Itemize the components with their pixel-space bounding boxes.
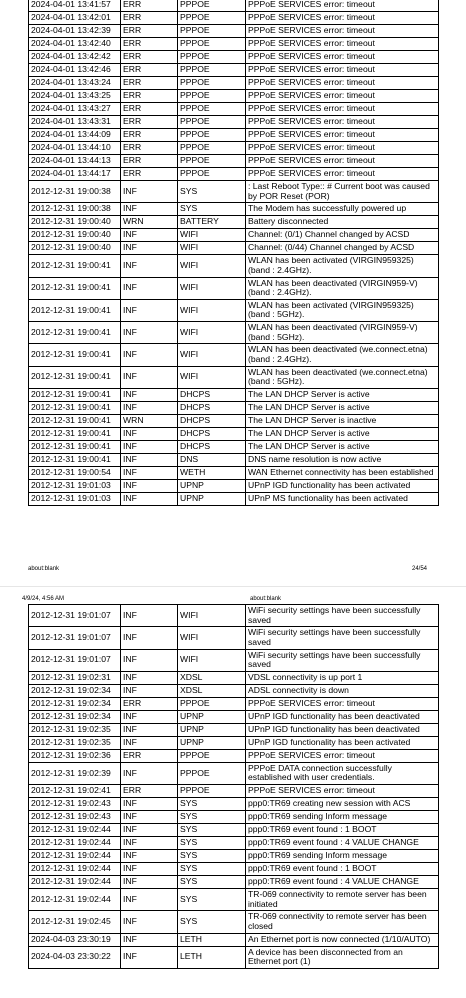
log-level: INF [121,649,178,671]
log-row [29,863,439,876]
log-category: XDSL [178,671,246,684]
log-row [29,344,439,366]
log-message: UPnP IGD functionality has been activated [246,736,439,749]
log-row [29,605,439,627]
log-row [29,414,439,427]
log-row [29,155,439,168]
log-message: DNS name resolution is now active [246,453,439,466]
log-message: PPPoE SERVICES error: timeout [246,25,439,38]
log-message: WLAN has been activated (VIRGIN959325) (band : 5GHz). [246,299,439,321]
log-timestamp: 2012-12-31 19:00:41 [29,255,121,277]
page-break [0,586,466,587]
log-category: PPPOE [178,129,246,142]
log-message: : Last Reboot Type:: # Current boot was caused by POR Reset (POR) [246,181,439,203]
log-row [29,129,439,142]
log-category: LETH [178,946,246,968]
log-category: PPPOE [178,785,246,798]
log-row [29,322,439,344]
log-message: PPPoE SERVICES error: timeout [246,155,439,168]
log-level: INF [121,492,178,505]
log-message: PPPoE SERVICES error: timeout [246,749,439,762]
log-row [29,216,439,229]
log-row [29,889,439,911]
log-category: WIFI [178,344,246,366]
log-row [29,277,439,299]
log-level: INF [121,933,178,946]
log-message: WLAN has been deactivated (VIRGIN959-V) (band : 2.4GHz). [246,277,439,299]
log-row [29,492,439,505]
log-message: ppp0:TR69 event found : 4 VALUE CHANGE [246,837,439,850]
log-level: INF [121,229,178,242]
page-footer-url: about:blank [28,566,60,572]
log-timestamp: 2012-12-31 19:01:03 [29,492,121,505]
log-level: ERR [121,12,178,25]
log-category: SYS [178,824,246,837]
log-category: WIFI [178,605,246,627]
log-message: ppp0:TR69 creating new session with ACS [246,798,439,811]
log-level: ERR [121,697,178,710]
log-timestamp: 2012-12-31 19:00:41 [29,427,121,440]
log-timestamp: 2024-04-01 13:42:46 [29,64,121,77]
log-row [29,933,439,946]
log-level: INF [121,723,178,736]
log-level: INF [121,863,178,876]
log-message: PPPoE SERVICES error: timeout [246,168,439,181]
log-row [29,697,439,710]
log-level: INF [121,811,178,824]
log-timestamp: 2024-04-01 13:44:13 [29,155,121,168]
log-category: PPPOE [178,697,246,710]
log-timestamp: 2012-12-31 19:02:43 [29,798,121,811]
log-message: PPPoE SERVICES error: timeout [246,697,439,710]
log-level: INF [121,242,178,255]
log-row [29,181,439,203]
log-row [29,785,439,798]
log-level: WRN [121,414,178,427]
log-message: PPPoE DATA connection successfully established with user credentials. [246,762,439,784]
log-category: UPNP [178,736,246,749]
log-category: SYS [178,181,246,203]
log-level: INF [121,736,178,749]
log-message: The LAN DHCP Server is active [246,440,439,453]
log-timestamp: 2012-12-31 19:01:07 [29,627,121,649]
log-row [29,946,439,968]
log-category: PPPOE [178,25,246,38]
log-category: SYS [178,811,246,824]
log-category: WIFI [178,322,246,344]
log-timestamp: 2012-12-31 19:01:03 [29,479,121,492]
log-level: INF [121,277,178,299]
log-timestamp: 2024-04-01 13:43:25 [29,90,121,103]
log-category: LETH [178,933,246,946]
log-timestamp: 2024-04-01 13:42:39 [29,25,121,38]
log-category: BATTERY [178,216,246,229]
log-timestamp: 2012-12-31 19:02:34 [29,684,121,697]
log-row [29,299,439,321]
log-message: WLAN has been deactivated (we.connect.etna) (band : 2.4GHz). [246,344,439,366]
log-level: INF [121,684,178,697]
log-row [29,850,439,863]
log-level: ERR [121,25,178,38]
log-category: SYS [178,203,246,216]
log-level: ERR [121,142,178,155]
log-message: A device has been disconnected from an Ethernet port (1) [246,946,439,968]
log-level: ERR [121,0,178,12]
log-level: INF [121,401,178,414]
page-header-date: 4/9/24, 4:56 AM [22,596,65,602]
log-category: SYS [178,863,246,876]
log-timestamp: 2012-12-31 19:02:35 [29,723,121,736]
log-level: INF [121,837,178,850]
log-category: PPPOE [178,749,246,762]
log-message: An Ethernet port is now connected (1/10/AUTO) [246,933,439,946]
log-level: INF [121,366,178,388]
log-timestamp: 2012-12-31 19:00:38 [29,181,121,203]
log-category: PPPOE [178,64,246,77]
log-level: ERR [121,64,178,77]
log-timestamp: 2012-12-31 19:02:41 [29,785,121,798]
log-message: ppp0:TR69 sending Inform message [246,811,439,824]
log-level: INF [121,203,178,216]
log-row [29,401,439,414]
log-timestamp: 2012-12-31 19:01:07 [29,605,121,627]
log-timestamp: 2012-12-31 19:00:41 [29,414,121,427]
log-category: UPNP [178,492,246,505]
log-message: The LAN DHCP Server is active [246,388,439,401]
log-message: UPnP IGD functionality has been deactivated [246,710,439,723]
log-message: ppp0:TR69 event found : 1 BOOT [246,824,439,837]
log-row [29,90,439,103]
log-category: PPPOE [178,116,246,129]
log-category: DHCPS [178,401,246,414]
log-timestamp: 2024-04-01 13:43:31 [29,116,121,129]
log-message: The LAN DHCP Server is active [246,401,439,414]
log-message: The LAN DHCP Server is inactive [246,414,439,427]
log-timestamp: 2012-12-31 19:02:34 [29,697,121,710]
log-row [29,12,439,25]
log-message: PPPoE SERVICES error: timeout [246,51,439,64]
log-message: PPPoE SERVICES error: timeout [246,38,439,51]
log-timestamp: 2012-12-31 19:00:38 [29,203,121,216]
event-log-body [29,605,439,969]
log-timestamp: 2012-12-31 19:02:44 [29,889,121,911]
log-message: Channel: (0/44) Channel changed by ACSD [246,242,439,255]
log-row [29,77,439,90]
log-row [29,911,439,933]
log-message: PPPoE SERVICES error: timeout [246,64,439,77]
log-timestamp: 2012-12-31 19:02:44 [29,850,121,863]
log-level: INF [121,671,178,684]
log-timestamp: 2012-12-31 19:02:44 [29,837,121,850]
log-timestamp: 2012-12-31 19:00:41 [29,440,121,453]
log-timestamp: 2012-12-31 19:02:43 [29,811,121,824]
log-message: PPPoE SERVICES error: timeout [246,142,439,155]
log-message: The Modem has successfully powered up [246,203,439,216]
log-category: SYS [178,911,246,933]
log-timestamp: 2012-12-31 19:00:41 [29,344,121,366]
log-timestamp: 2024-04-01 13:44:10 [29,142,121,155]
log-row [29,479,439,492]
log-level: ERR [121,103,178,116]
log-category: WIFI [178,242,246,255]
log-level: ERR [121,38,178,51]
log-timestamp: 2024-04-01 13:42:01 [29,12,121,25]
log-row [29,811,439,824]
log-message: Channel: (0/1) Channel changed by ACSD [246,229,439,242]
log-level: INF [121,440,178,453]
page-header-url: about:blank [250,596,282,602]
log-category: SYS [178,798,246,811]
log-row [29,649,439,671]
log-category: XDSL [178,684,246,697]
print-page-bottom [0,594,466,998]
log-category: PPPOE [178,12,246,25]
log-level: INF [121,946,178,968]
log-level: INF [121,824,178,837]
log-message: VDSL connectivity is up port 1 [246,671,439,684]
log-category: SYS [178,876,246,889]
log-message: The LAN DHCP Server is active [246,427,439,440]
log-row [29,38,439,51]
log-level: INF [121,181,178,203]
log-row [29,388,439,401]
log-row [29,627,439,649]
log-timestamp: 2024-04-03 23:30:19 [29,933,121,946]
log-level: INF [121,453,178,466]
log-level: INF [121,710,178,723]
log-row [29,440,439,453]
log-row [29,203,439,216]
log-timestamp: 2012-12-31 19:00:41 [29,277,121,299]
log-timestamp: 2012-12-31 19:02:31 [29,671,121,684]
log-category: UPNP [178,723,246,736]
log-category: PPPOE [178,90,246,103]
log-row [29,242,439,255]
log-row [29,0,439,12]
log-category: WIFI [178,649,246,671]
log-category: PPPOE [178,155,246,168]
log-level: INF [121,911,178,933]
log-message: PPPoE SERVICES error: timeout [246,77,439,90]
log-row [29,749,439,762]
log-message: PPPoE SERVICES error: timeout [246,129,439,142]
log-category: WIFI [178,366,246,388]
log-category: UPNP [178,710,246,723]
log-row [29,366,439,388]
log-message: WiFi security settings have been successfully saved [246,605,439,627]
log-row [29,168,439,181]
log-message: PPPoE SERVICES error: timeout [246,12,439,25]
log-category: SYS [178,837,246,850]
log-level: INF [121,605,178,627]
log-level: INF [121,427,178,440]
log-message: ppp0:TR69 event found : 4 VALUE CHANGE [246,876,439,889]
log-level: INF [121,479,178,492]
log-row [29,229,439,242]
log-category: DNS [178,453,246,466]
log-message: TR-069 connectivity to remote server has been initiated [246,889,439,911]
log-message: UPnP MS functionality has been activated [246,492,439,505]
log-row [29,116,439,129]
log-message: TR-069 connectivity to remote server has been closed [246,911,439,933]
log-category: SYS [178,850,246,863]
log-level: INF [121,798,178,811]
log-level: ERR [121,77,178,90]
event-log-table [28,604,439,969]
log-category: DHCPS [178,388,246,401]
log-timestamp: 2024-04-01 13:42:40 [29,38,121,51]
log-level: INF [121,322,178,344]
log-message: ppp0:TR69 event found : 1 BOOT [246,863,439,876]
log-message: PPPoE SERVICES error: timeout [246,90,439,103]
log-row [29,824,439,837]
log-level: WRN [121,216,178,229]
log-timestamp: 2012-12-31 19:00:40 [29,216,121,229]
log-timestamp: 2012-12-31 19:02:39 [29,762,121,784]
log-level: ERR [121,51,178,64]
log-level: INF [121,876,178,889]
log-message: UPnP IGD functionality has been deactivated [246,723,439,736]
log-message: WLAN has been deactivated (we.connect.etna) (band : 5GHz). [246,366,439,388]
log-timestamp: 2024-04-01 13:41:57 [29,0,121,12]
log-timestamp: 2012-12-31 19:00:40 [29,242,121,255]
log-row [29,671,439,684]
log-message: PPPoE SERVICES error: timeout [246,785,439,798]
log-category: PPPOE [178,38,246,51]
log-timestamp: 2024-04-01 13:42:42 [29,51,121,64]
log-message: WLAN has been deactivated (VIRGIN959-V) (band : 5GHz). [246,322,439,344]
log-row [29,762,439,784]
log-category: PPPOE [178,168,246,181]
log-timestamp: 2012-12-31 19:00:54 [29,466,121,479]
event-log-table [28,0,439,506]
log-message: ADSL connectivity is down [246,684,439,697]
log-timestamp: 2012-12-31 19:02:44 [29,824,121,837]
log-timestamp: 2012-12-31 19:02:45 [29,911,121,933]
log-level: ERR [121,90,178,103]
log-level: INF [121,627,178,649]
log-message: Battery disconnected [246,216,439,229]
log-category: PPPOE [178,103,246,116]
log-level: INF [121,889,178,911]
log-category: DHCPS [178,440,246,453]
log-level: INF [121,299,178,321]
log-category: PPPOE [178,77,246,90]
log-row [29,684,439,697]
log-timestamp: 2024-04-01 13:43:27 [29,103,121,116]
log-row [29,427,439,440]
log-category: PPPOE [178,0,246,12]
log-row [29,255,439,277]
log-level: ERR [121,785,178,798]
log-message: WiFi security settings have been successfully saved [246,649,439,671]
log-row [29,51,439,64]
log-category: WIFI [178,229,246,242]
log-category: DHCPS [178,427,246,440]
log-level: ERR [121,168,178,181]
log-level: ERR [121,129,178,142]
log-message: ppp0:TR69 sending Inform message [246,850,439,863]
log-timestamp: 2024-04-01 13:43:24 [29,77,121,90]
log-timestamp: 2012-12-31 19:01:07 [29,649,121,671]
log-timestamp: 2012-12-31 19:00:41 [29,366,121,388]
log-level: ERR [121,749,178,762]
log-timestamp: 2024-04-03 23:30:22 [29,946,121,968]
log-timestamp: 2012-12-31 19:00:41 [29,322,121,344]
log-message: WiFi security settings have been successfully saved [246,627,439,649]
log-timestamp: 2012-12-31 19:02:36 [29,749,121,762]
log-timestamp: 2012-12-31 19:02:44 [29,876,121,889]
log-message: WAN Ethernet connectivity has been established [246,466,439,479]
log-category: DHCPS [178,414,246,427]
log-timestamp: 2012-12-31 19:02:35 [29,736,121,749]
log-row [29,723,439,736]
log-row [29,710,439,723]
log-level: INF [121,466,178,479]
log-row [29,64,439,77]
log-row [29,466,439,479]
log-level: INF [121,850,178,863]
log-category: UPNP [178,479,246,492]
log-row [29,25,439,38]
log-timestamp: 2024-04-01 13:44:17 [29,168,121,181]
log-timestamp: 2012-12-31 19:02:44 [29,863,121,876]
log-timestamp: 2012-12-31 19:00:40 [29,229,121,242]
log-message: WLAN has been activated (VIRGIN959325) (band : 2.4GHz). [246,255,439,277]
log-message: UPnP IGD functionality has been activated [246,479,439,492]
log-level: INF [121,388,178,401]
log-timestamp: 2012-12-31 19:00:41 [29,453,121,466]
log-message: PPPoE SERVICES error: timeout [246,116,439,129]
log-timestamp: 2012-12-31 19:00:41 [29,401,121,414]
log-row [29,876,439,889]
log-level: ERR [121,116,178,129]
log-level: INF [121,762,178,784]
log-category: WIFI [178,299,246,321]
page-footer-number: 24/54 [412,566,428,572]
log-category: WIFI [178,255,246,277]
log-level: INF [121,255,178,277]
log-level: ERR [121,155,178,168]
log-message: PPPoE SERVICES error: timeout [246,103,439,116]
log-row [29,453,439,466]
log-timestamp: 2012-12-31 19:00:41 [29,388,121,401]
log-row [29,837,439,850]
log-category: WIFI [178,277,246,299]
log-row [29,103,439,116]
event-log-body [29,0,439,505]
log-category: PPPOE [178,51,246,64]
log-category: WETH [178,466,246,479]
log-level: INF [121,344,178,366]
log-row [29,142,439,155]
log-message: PPPoE SERVICES error: timeout [246,0,439,12]
log-category: PPPOE [178,142,246,155]
log-timestamp: 2012-12-31 19:00:41 [29,299,121,321]
log-category: SYS [178,889,246,911]
log-timestamp: 2024-04-01 13:44:09 [29,129,121,142]
log-category: PPPOE [178,762,246,784]
log-timestamp: 2012-12-31 19:02:34 [29,710,121,723]
log-category: WIFI [178,627,246,649]
log-row [29,798,439,811]
log-row [29,736,439,749]
